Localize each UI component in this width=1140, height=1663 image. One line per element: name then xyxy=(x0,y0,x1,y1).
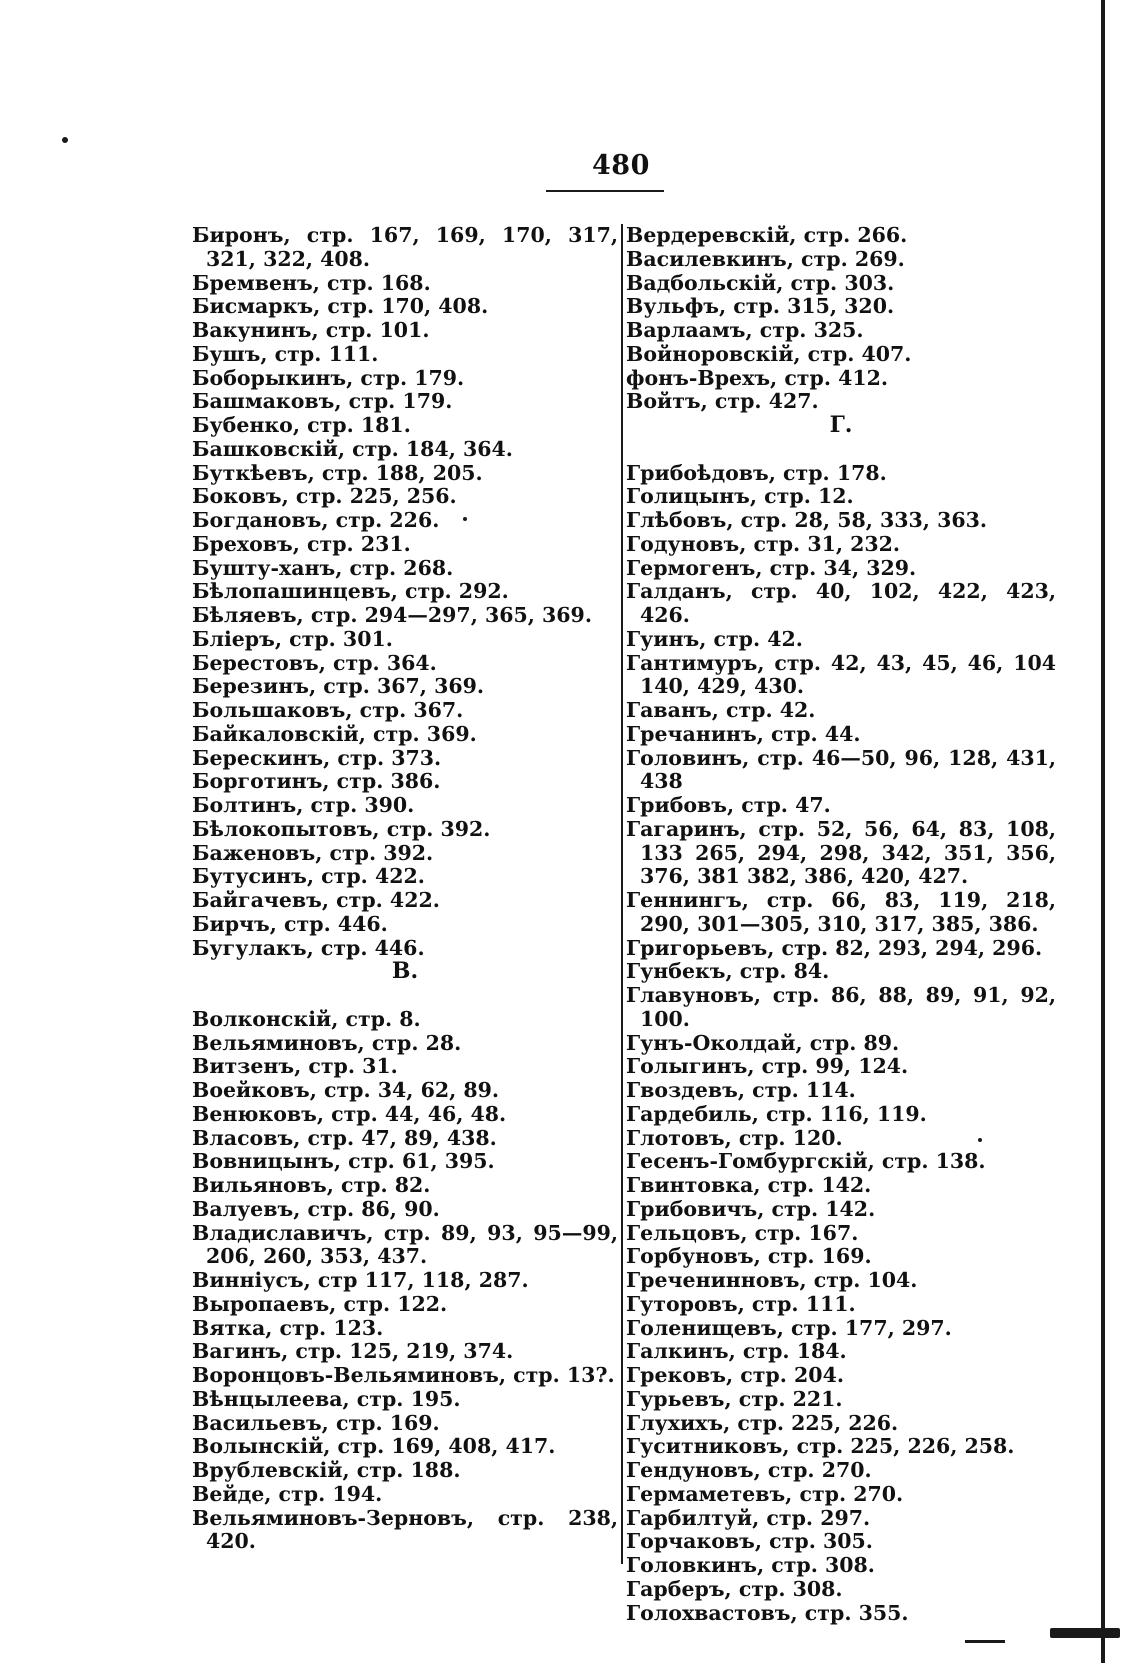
index-entry: Грибовъ, стр. 47. xyxy=(626,793,831,817)
index-entry: Вагинъ, стр. 125, 219, 374. xyxy=(192,1339,514,1364)
index-entry: Голохвастовъ, стр. 355. xyxy=(626,1600,909,1625)
index-entry: Вѣнцылеева, стр. 195. xyxy=(192,1386,461,1411)
index-entry: Василевкинъ, стр. 269. xyxy=(626,246,905,271)
index-entry: Вовницынъ, стр. 61, 395. xyxy=(192,1149,495,1174)
index-entry: Васильевъ, стр. 169. xyxy=(192,1410,440,1435)
index-entry: Бирчъ, стр. 446. xyxy=(192,911,388,936)
index-entry: Валуевъ, стр. 86, 90. xyxy=(192,1196,440,1221)
index-entry: Венюковъ, стр. 44, 46, 48. xyxy=(192,1101,507,1126)
index-entry: Байкаловскій, стр. 369. xyxy=(192,721,477,746)
index-entry: Гвинтовка, стр. 142. xyxy=(626,1173,872,1197)
index-entry: Войноровскій, стр. 407. xyxy=(626,341,912,366)
index-entry: Бѣляевъ, стр. 294—297, 365, 369. xyxy=(192,603,592,627)
index-entry: Григорьевъ, стр. 82, 293, 294, 296. xyxy=(626,935,1043,960)
index-entry: Вакунинъ, стр. 101. xyxy=(192,318,430,342)
index-entry: Воейковъ, стр. 34, 62, 89. xyxy=(192,1078,500,1102)
index-entry: Вейде, стр. 194. xyxy=(192,1481,383,1506)
index-entry: Бремвенъ, стр. 168. xyxy=(192,270,431,295)
index-entry: Вельяминовъ-Зерновъ, стр. 238, 420. xyxy=(192,1505,618,1554)
index-entry: Волконскій, стр. 8. xyxy=(192,1006,421,1031)
index-entry: Греченинновъ, стр. 104. xyxy=(626,1268,918,1292)
index-entry: Бреховъ, стр. 231. xyxy=(192,531,411,556)
index-entry: Вятка, стр. 123. xyxy=(192,1315,384,1340)
index-entry: Гуситниковъ, стр. 225, 226, 258. xyxy=(626,1434,1015,1459)
index-entry: Глотовъ, стр. 120. xyxy=(626,1125,843,1150)
letter-heading-v: В. xyxy=(391,958,419,985)
index-entry: Главуновъ, стр. 86, 88, 89, 91, 92, 100. xyxy=(626,983,1056,1031)
index-entry: Баженовъ, стр. 392. xyxy=(192,840,434,865)
index-entry: Галданъ, стр. 40, 102, 422, 423, 426. xyxy=(626,579,1056,627)
scan-edge-bar xyxy=(1101,0,1105,1663)
index-entry: Воронцовъ-Вельяминовъ, стр. 13?. xyxy=(192,1363,615,1387)
index-entry: Берестовъ, стр. 364. xyxy=(192,650,437,675)
index-entry: Волынскій, стр. 169, 408, 417. xyxy=(192,1434,556,1459)
index-entry: Винніусъ, стр 117, 118, 287. xyxy=(192,1268,529,1292)
index-entry: Власовъ, стр. 47, 89, 438. xyxy=(192,1125,497,1150)
index-entry: Берескинъ, стр. 373. xyxy=(192,745,442,770)
index-entry: Геннингъ, стр. 66, 83, 119, 218, 290, 301—305, 310, 317, 385, 386. xyxy=(626,888,1056,936)
index-entry: фонъ-Врехъ, стр. 412. xyxy=(626,365,889,390)
index-entry: Березинъ, стр. 367, 369. xyxy=(192,674,485,699)
index-entry: Гурьевъ, стр. 221. xyxy=(626,1386,843,1411)
index-entry: Гарбилтуй, стр. 297. xyxy=(626,1505,871,1530)
index-entry: Гуторовъ, стр. 111. xyxy=(626,1291,856,1316)
index-entry: Гречанинъ, стр. 44. xyxy=(626,721,861,746)
index-entry: Войтъ, стр. 427. xyxy=(626,389,819,414)
index-entry: Головинъ, стр. 46—50, 96, 128, 431, 438 xyxy=(626,745,1056,794)
index-entry: Врублевскій, стр. 188. xyxy=(192,1458,461,1482)
letter-heading-g: Г. xyxy=(829,412,853,438)
b-entry-list xyxy=(192,224,618,960)
index-entry: Вильяновъ, стр. 82. xyxy=(192,1173,431,1197)
scan-mark xyxy=(965,1640,1005,1643)
index-entry: Выропаевъ, стр. 122. xyxy=(192,1291,448,1316)
index-entry: Голыгинъ, стр. 99, 124. xyxy=(626,1054,909,1079)
v-entry-list-continued xyxy=(626,224,1056,414)
index-entry: Гендуновъ, стр. 270. xyxy=(626,1458,872,1482)
index-entry: Грибоѣдовъ, стр. 178. xyxy=(626,460,887,485)
index-entry: Вадбольскій, стр. 303. xyxy=(626,270,895,295)
index-entry: Гантимуръ, стр. 42, 43, 45, 46, 104 140, 429, 430. xyxy=(626,650,1056,699)
index-entry: Большаковъ, стр. 367. xyxy=(192,698,464,722)
index-entry: Бугулакъ, стр. 446. xyxy=(192,935,425,960)
v-entry-list xyxy=(192,1008,618,1554)
index-entry: Вульфъ, стр. 315, 320. xyxy=(626,294,895,319)
index-entry: Глухихъ, стр. 225, 226. xyxy=(626,1410,899,1435)
index-entry: Башмаковъ, стр. 179. xyxy=(192,389,453,414)
index-entry: Грековъ, стр. 204. xyxy=(626,1363,844,1387)
column-divider xyxy=(621,224,623,1564)
index-entry: Владиславичъ, стр. 89, 93, 95—99, 206, 260, 353, 437. xyxy=(192,1220,618,1269)
index-entry: Варлаамъ, стр. 325. xyxy=(626,318,864,342)
index-entry: Бисмаркъ, стр. 170, 408. xyxy=(192,294,489,319)
index-entry: Болтинъ, стр. 390. xyxy=(192,793,415,817)
index-entry: Байгачевъ, стр. 422. xyxy=(192,888,440,912)
index-entry: Бушъ, стр. 111. xyxy=(192,341,379,366)
index-entry: Гермогенъ, стр. 34, 329. xyxy=(626,555,917,580)
index-entry: Вердеревскій, стр. 266. xyxy=(626,223,908,247)
page-number: 480 xyxy=(592,150,650,181)
index-entry: Галкинъ, стр. 184. xyxy=(626,1339,847,1364)
page-number-rule xyxy=(546,190,664,192)
index-entry: Голицынъ, стр. 12. xyxy=(626,484,854,509)
index-entry: Буткѣевъ, стр. 188, 205. xyxy=(192,460,483,485)
index-entry: Бѣлокопытовъ, стр. 392. xyxy=(192,816,491,841)
index-entry: Биронъ, стр. 167, 169, 170, 317, 321, 322, 408. xyxy=(192,223,618,271)
index-entry: Бутусинъ, стр. 422. xyxy=(192,864,425,889)
index-entry: Бліеръ, стр. 301. xyxy=(192,626,393,651)
index-entry: Годуновъ, стр. 31, 232. xyxy=(626,531,901,556)
index-entry: Гардебиль, стр. 116, 119. xyxy=(626,1101,927,1126)
index-entry: Горчаковъ, стр. 305. xyxy=(626,1529,873,1554)
index-entry: Голенищевъ, стр. 177, 297. xyxy=(626,1315,952,1340)
index-entry: Гесенъ-Гомбургскій, стр. 138. xyxy=(626,1149,986,1174)
index-entry: Глѣбовъ, стр. 28, 58, 333, 363. xyxy=(626,508,988,532)
scan-speck xyxy=(62,137,68,143)
index-entry: Богдановъ, стр. 226. xyxy=(192,508,440,532)
index-entry: Горбуновъ, стр. 169. xyxy=(626,1244,872,1269)
index-entry: Гельцовъ, стр. 167. xyxy=(626,1220,859,1245)
index-entry: Грибовичъ, стр. 142. xyxy=(626,1196,876,1221)
index-entry: Башковскій, стр. 184, 364. xyxy=(192,436,513,461)
index-entry: Борготинъ, стр. 386. xyxy=(192,769,441,794)
index-entry: Головкинъ, стр. 308. xyxy=(626,1553,875,1577)
index-entry: Гермаметевъ, стр. 270. xyxy=(626,1481,904,1506)
index-entry: Вельяминовъ, стр. 28. xyxy=(192,1030,462,1055)
index-entry: Бубенко, стр. 181. xyxy=(192,413,411,437)
index-entry: Боковъ, стр. 225, 256. xyxy=(192,484,457,509)
left-column xyxy=(192,224,618,1554)
index-entry: Гагаринъ, стр. 52, 56, 64, 83, 108, 133 265, 294, 298, 342, 351, 356, 376, 381 382, 386, 420, 427. xyxy=(626,816,1056,889)
index-entry: Гуинъ, стр. 42. xyxy=(626,626,803,651)
right-column xyxy=(626,224,1056,1625)
index-entry: Гунъ-Околдай, стр. 89. xyxy=(626,1030,900,1055)
index-entry: Гарберъ, стр. 308. xyxy=(626,1576,843,1601)
index-entry: Витзенъ, стр. 31. xyxy=(192,1054,398,1079)
index-entry: Гаванъ, стр. 42. xyxy=(626,698,816,722)
g-entry-list xyxy=(626,462,1056,1626)
index-entry: Гвоздевъ, стр. 114. xyxy=(626,1078,856,1102)
index-entry: Бѣлопашинцевъ, стр. 292. xyxy=(192,579,509,604)
index-entry: Боборыкинъ, стр. 179. xyxy=(192,365,465,390)
index-entry: Гунбекъ, стр. 84. xyxy=(626,959,830,984)
scan-mark xyxy=(1050,1628,1120,1638)
index-entry: Бушту-ханъ, стр. 268. xyxy=(192,555,454,580)
